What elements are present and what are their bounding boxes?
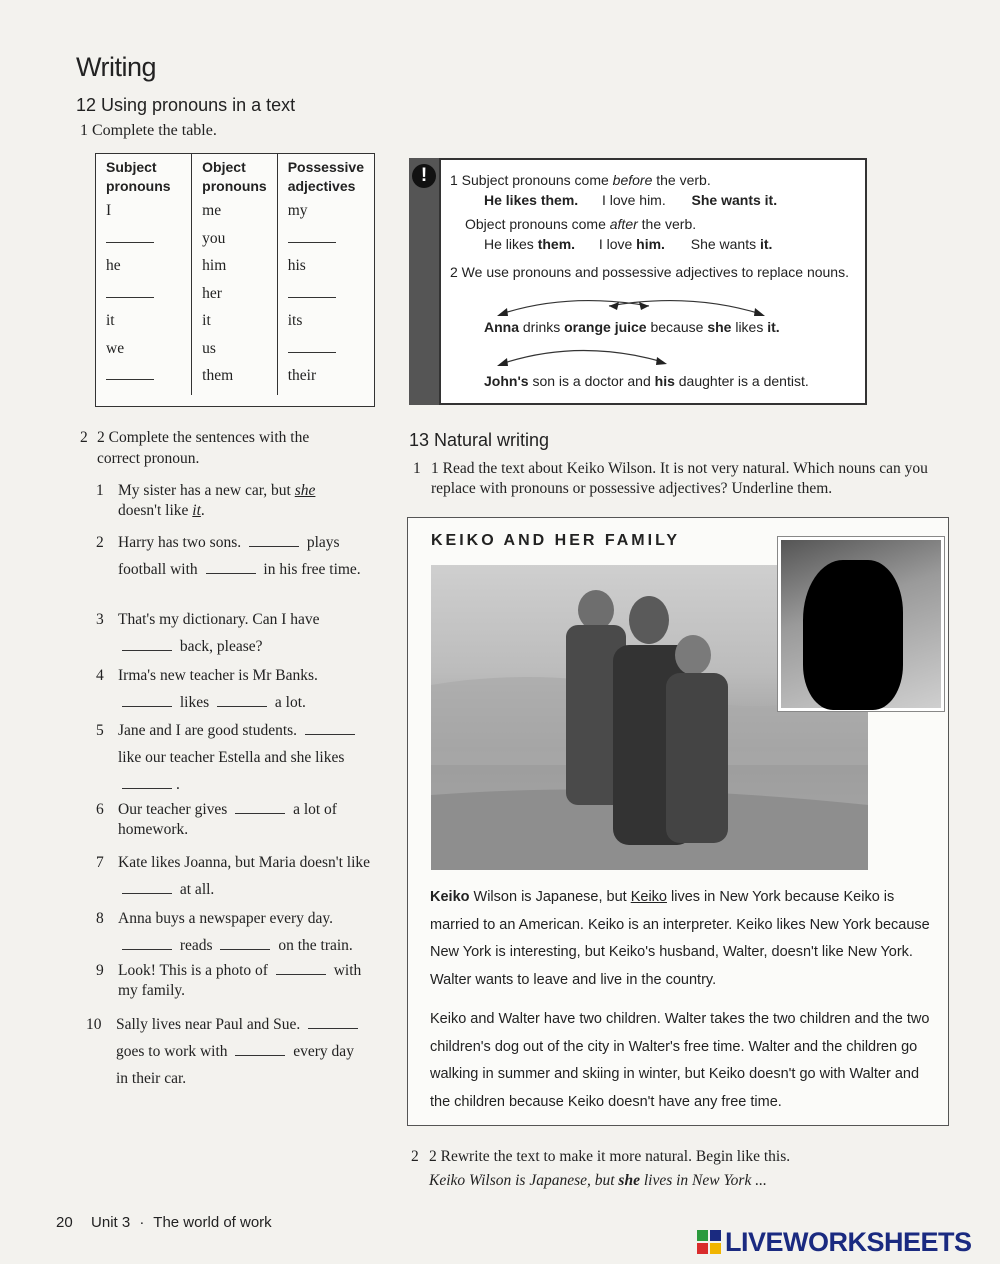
- exclamation-icon: !: [412, 164, 436, 188]
- arrow-head-1d: [609, 302, 619, 310]
- section-12-title: 12 Using pronouns in a text: [76, 95, 296, 115]
- question-number: 2: [96, 534, 104, 551]
- answer-blank[interactable]: [235, 801, 285, 814]
- question-3: [96, 606, 376, 660]
- table-row: [96, 367, 374, 395]
- question-text: Look! This is a photo of with my family.: [118, 962, 362, 999]
- answer-blank[interactable]: [106, 285, 154, 298]
- footer-separator: ·: [139, 1214, 145, 1231]
- photo-person-center-head: [629, 596, 669, 644]
- subject-cell: it: [106, 312, 115, 329]
- possessive-cell[interactable]: [277, 230, 374, 258]
- question-text: That's my dictionary. Can I have back, please?: [118, 611, 320, 655]
- section-13-instruction-2: 2 2 Rewrite the text to make it more natural. Begin like this.: [411, 1148, 791, 1165]
- arrow-diagram-2: [489, 342, 689, 370]
- arrow-head-1c: [639, 302, 649, 310]
- liveworksheets-logo-text: LIVEWORKSHEETS: [725, 1227, 972, 1257]
- question-8: [96, 905, 376, 959]
- pronoun-table: [96, 154, 374, 395]
- table-row: [96, 230, 374, 258]
- arrow-curve-1a: [501, 301, 649, 314]
- unit-label: Unit 3: [91, 1214, 131, 1231]
- object-cell: it: [192, 312, 278, 340]
- answer-blank[interactable]: [106, 367, 154, 380]
- arrow-head-1b: [754, 308, 765, 316]
- answer-blank[interactable]: [122, 638, 172, 651]
- table-row: [96, 257, 374, 285]
- question-text: Our teacher gives a lot of homework.: [118, 801, 337, 838]
- answer-blank[interactable]: [206, 561, 256, 574]
- note-line-3: 2 We use pronouns and possessive adjectives to replace nouns.: [450, 264, 849, 280]
- question-number: 1: [96, 482, 104, 499]
- answer-blank[interactable]: [122, 694, 172, 707]
- possessive-cell: their: [277, 367, 374, 395]
- table-header-possessive: Possessive adjectives: [277, 154, 374, 202]
- note-line-1: 1 Subject pronouns come before the verb.: [450, 172, 711, 188]
- answer-blank[interactable]: [288, 285, 336, 298]
- note-example-2: John's son is a doctor and his daughter is a dentist.: [484, 373, 809, 389]
- note-example-1: Anna drinks orange juice because she likes it.: [484, 319, 780, 335]
- possessive-cell[interactable]: [277, 340, 374, 368]
- answer-blank[interactable]: [249, 534, 299, 547]
- section-13-title: 13 Natural writing: [409, 430, 550, 450]
- question-1: [96, 481, 376, 521]
- question-9: [96, 961, 376, 1001]
- note-stripe: [409, 158, 439, 405]
- subject-cell[interactable]: [96, 285, 192, 313]
- possessive-cell: my: [277, 202, 374, 230]
- section-13-example: Keiko Wilson is Japanese, but she lives in New York ...: [429, 1172, 767, 1189]
- question-2: [96, 529, 376, 583]
- answer-blank[interactable]: [106, 230, 154, 243]
- object-cell: her: [192, 285, 278, 313]
- question-number: 4: [96, 667, 104, 684]
- arrow-diagram-1: [489, 290, 789, 322]
- arrow-curve-1b: [609, 301, 761, 314]
- answer-blank[interactable]: [288, 340, 336, 353]
- subject-cell: we: [106, 339, 125, 357]
- photo-person-left-head: [578, 590, 614, 630]
- question-text: Harry has two sons. plays football with in his free time.: [118, 534, 361, 578]
- answer-example: she: [294, 482, 316, 499]
- portrait-photo: [778, 537, 944, 711]
- subject-cell[interactable]: [96, 367, 192, 395]
- object-cell: you: [192, 230, 278, 258]
- keiko-box-title: KEIKO AND HER FAMILY: [431, 532, 681, 549]
- table-row: [96, 312, 374, 340]
- table-row: [96, 340, 374, 368]
- object-cell: him: [192, 257, 278, 285]
- question-text: My sister has a new car, but she doesn't like it.: [118, 482, 316, 519]
- unit-topic: The world of work: [153, 1214, 272, 1231]
- pronoun-table-frame: [95, 153, 375, 407]
- section-13-instruction-1: 1 1 Read the text about Keiko Wilson. It is not very natural. Which nouns can you replace with pronouns or possessive adjectives? Underline them.: [413, 460, 928, 497]
- question-5: [96, 717, 376, 798]
- answer-blank[interactable]: [305, 722, 355, 735]
- possessive-cell: his: [277, 257, 374, 285]
- object-cell: me: [192, 202, 278, 230]
- answer-blank[interactable]: [122, 776, 172, 789]
- object-cell: us: [192, 340, 278, 368]
- keiko-paragraph-1: Keiko Wilson is Japanese, but Keiko lives in New York because Keiko is married to an American. Keiko is an interpreter. Keiko likes New York because New York is interesting, but Keiko's husband, Walter, doesn't like New York. Walter wants to leave and live in the country.: [430, 889, 930, 988]
- question-text: Anna buys a newspaper every day. reads on the train.: [118, 910, 353, 954]
- liveworksheets-logo-icon: [697, 1230, 721, 1254]
- footer: [56, 1214, 272, 1231]
- possessive-cell: its: [277, 312, 374, 340]
- question-4: [96, 662, 376, 716]
- question-number: 5: [96, 722, 104, 739]
- possessive-cell[interactable]: [277, 285, 374, 313]
- photo-person-right-head: [675, 635, 711, 675]
- question-number: 8: [96, 910, 104, 927]
- question-number: 3: [96, 611, 104, 628]
- arrow-head-2b: [656, 357, 667, 365]
- table-row: [96, 202, 374, 230]
- portrait-redacted-face: [803, 560, 903, 710]
- question-text: Sally lives near Paul and Sue. goes to work with every day in their car.: [116, 1011, 366, 1092]
- page-heading: Writing: [76, 52, 157, 82]
- note-line-1-examples: He likes them. I love him. She wants it.: [484, 192, 778, 208]
- page-number: 20: [56, 1214, 73, 1231]
- answer-blank[interactable]: [276, 962, 326, 975]
- section-12-instruction-1: 1 Complete the table.: [80, 122, 217, 139]
- answer-blank[interactable]: [217, 694, 267, 707]
- table-header-subject: Subject pronouns: [106, 159, 171, 194]
- question-number: 6: [96, 801, 104, 818]
- answer-blank[interactable]: [122, 937, 172, 950]
- question-number: 7: [96, 854, 104, 871]
- note-line-2-examples: He likes them. I love him. She wants it.: [484, 236, 773, 252]
- photo-person-right-body: [666, 673, 728, 843]
- subject-cell[interactable]: [96, 230, 192, 258]
- answer-blank[interactable]: [308, 1016, 358, 1029]
- question-number: 10: [86, 1016, 102, 1033]
- arrow-head-1a: [497, 308, 508, 316]
- section-12-instruction-2: 2 2 Complete the sentences with the correct pronoun.: [80, 429, 310, 467]
- arrow-curve-2: [501, 350, 663, 364]
- question-number: 9: [96, 962, 104, 979]
- subject-cell: he: [106, 257, 121, 274]
- question-7: [96, 849, 376, 903]
- question-10: [86, 1011, 366, 1092]
- table-row: [96, 285, 374, 313]
- answer-blank[interactable]: [235, 1043, 285, 1056]
- object-cell: them: [192, 367, 278, 395]
- arrow-head-2a: [497, 358, 508, 366]
- answer-blank[interactable]: [288, 230, 336, 243]
- question-text: Irma's new teacher is Mr Banks. likes a lot.: [118, 667, 318, 711]
- answer-blank[interactable]: [122, 881, 172, 894]
- answer-example: it: [192, 502, 201, 519]
- question-6: [96, 800, 376, 840]
- subject-cell: I: [106, 202, 112, 219]
- question-text: Jane and I are good students. like our teacher Estella and she likes .: [118, 717, 376, 798]
- keiko-paragraph-2: Keiko and Walter have two children. Walter takes the two children and the two children's dog out of the city in Walter's free time. Walter and the children go walking in summer and skiing in winter, but Keiko doesn't go with Walter and the children because Keiko doesn't have any free time.: [430, 1011, 930, 1110]
- answer-blank[interactable]: [220, 937, 270, 950]
- note-line-2: Object pronouns come after the verb.: [465, 216, 697, 232]
- table-header-object: Object pronouns: [192, 154, 278, 202]
- note-box: [409, 158, 867, 405]
- question-text: Kate likes Joanna, but Maria doesn't like at all.: [118, 854, 371, 898]
